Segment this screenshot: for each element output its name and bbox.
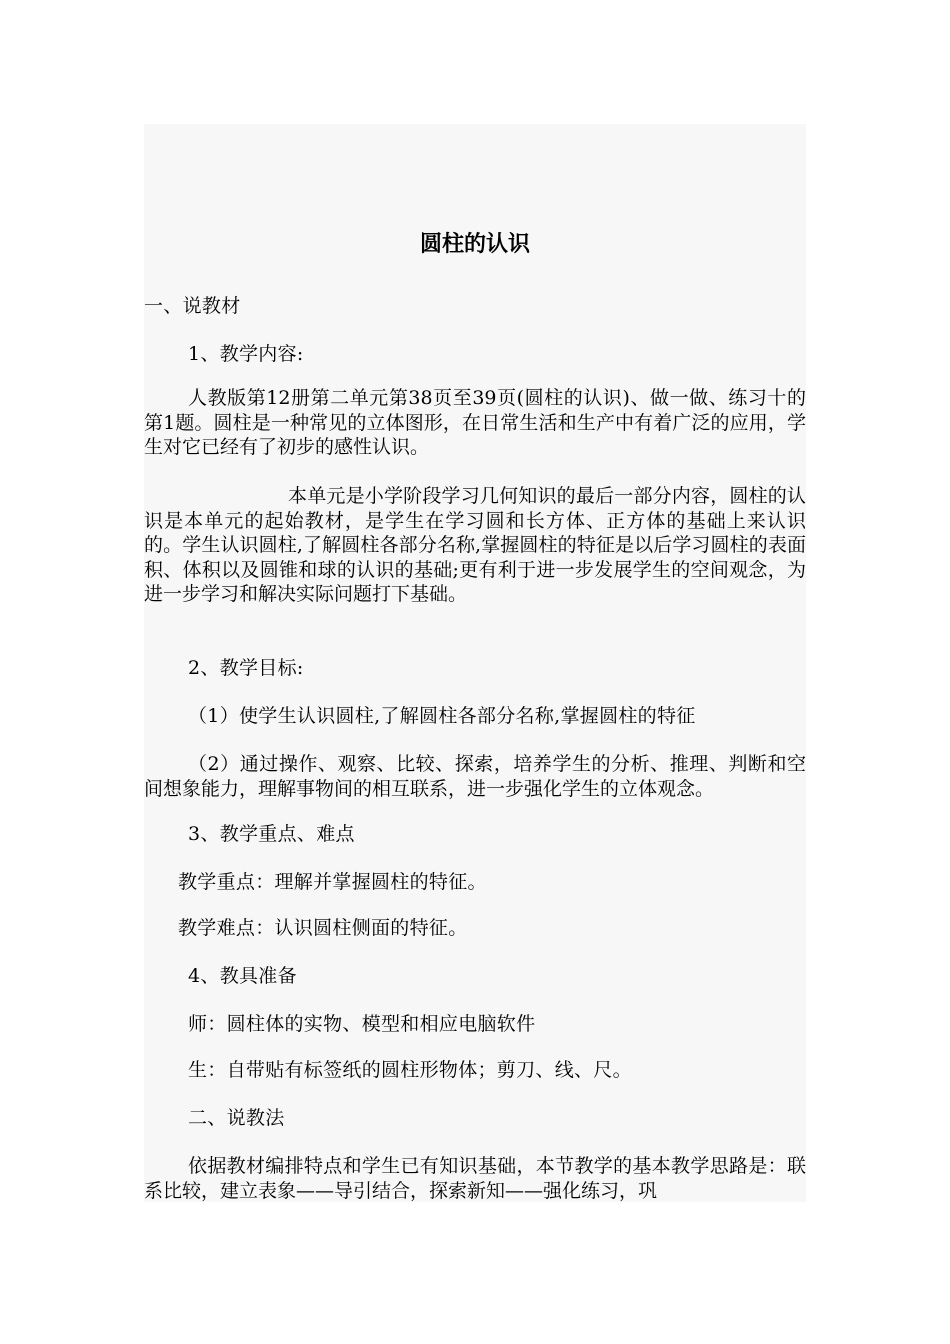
item-heading-key-points: 3、教学重点、难点 [188,823,355,845]
goal-item-2: （2）通过操作、观察、比较、探索，培养学生的分析、推理、判断和空间想象能力，理解事物间的相互联系，进一步强化学生的立体观念。 [144,753,806,800]
document-title: 圆柱的认识 [419,232,530,257]
section-heading-textbook: 一、说教材 [144,295,241,317]
difficult-point-text: 教学难点：认识圆柱侧面的特征。 [178,917,468,939]
key-point-text: 教学重点：理解并掌握圆柱的特征。 [178,871,487,893]
item-heading-tools: 4、教具准备 [188,965,297,987]
student-tools-text: 生：自带贴有标签纸的圆柱形物体；剪刀、线、尺。 [188,1059,632,1081]
item-heading-content: 1、教学内容: [188,343,304,365]
paragraph-teaching-content: 人教版第12册第二单元第38页至39页(圆柱的认识)、做一做、练习十的第1题。圆柱是一种常见的立体图形，在日常生活和生产中有着广泛的应用，学生对它已经有了初步的感性认识。 [144,387,806,458]
teacher-tools-text: 师：圆柱体的实物、模型和相应电脑软件 [188,1013,536,1035]
document-page [144,124,806,1202]
section-heading-method: 二、说教法 [188,1107,285,1129]
paragraph-unit-description: 本单元是小学阶段学习几何知识的最后一部分内容，圆柱的认识是本单元的起始教材，是学生在学习圆和长方体、正方体的基础上来认识的。学生认识圆柱,了解圆柱各部分名称,掌握圆柱的特征是以后学习圆柱的表面积、体积以及圆锥和球的认识的基础;更有利于进一步发展学生的空间观念，为进一步学习和解决实际问题打下基础。 [144,485,806,605]
item-heading-goals: 2、教学目标: [188,657,304,679]
goal-item-1: （1）使学生认识圆柱,了解圆柱各部分名称,掌握圆柱的特征 [188,705,696,727]
paragraph-teaching-method: 依据教材编排特点和学生已有知识基础，本节教学的基本教学思路是：联系比较，建立表象——导引结合，探索新知——强化练习，巩 [144,1155,806,1202]
